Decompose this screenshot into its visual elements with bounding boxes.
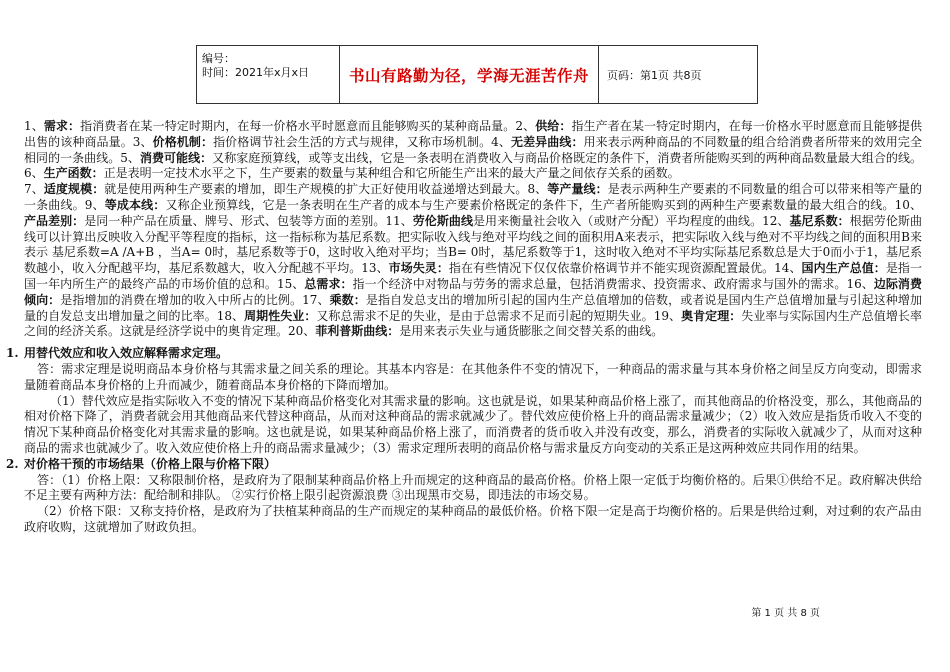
term-label: 菲利普斯曲线： [315,324,400,339]
question-2-number: 2. [6,456,19,471]
term-label: 生产函数： [43,166,104,181]
number-label: 编号： [202,52,235,65]
term-label: 边际消费倾向： [24,276,922,307]
term-label: 总需求： [304,276,353,291]
definition-text: 失业率与实际国内生产总值增长率之间的经济关系。这就是经济学说中的奥肯定理。20、 [24,308,922,339]
term-label: 市场失灵： [388,261,449,276]
definition-text: 指价格调节社会生活的方式与规律，又称市场机制。4、 [213,134,511,149]
definition-text: 是表示两种生产要素的不同数量的组合可以带来相等产量的一条曲线。9、 [24,182,922,212]
definition-text: 指一个经济中对物品与劳务的需求总量，包括消费需求、投资需求、政府需求与国外的需求。16、 [352,276,874,291]
definitions-paragraph-2 [24,182,922,340]
term-label: 无差异曲线： [511,134,584,149]
definition-text: 又称总需求不足的失业，是由于总需求不足而引起的短期失业。19、 [316,308,682,323]
definition-text: 指生产者在某一特定时期内，在每一价格水平时愿意而且能够提供出售的该种商品量。3、 [24,119,922,149]
question-2-title [6,456,922,473]
definition-text: 指消费者在某一特定时期内，在每一价格水平时愿意而且能够购买的某种商品量。2、 [80,119,536,133]
question-1-title-text: 用替代效应和收入效应解释需求定理。 [24,346,229,361]
definition-text: 是指自发总支出的增加所引起的国内生产总值增加的倍数，或者说是国内生产总值增加量与引起这种增加量的自发总支出增加量之间的比率。18、 [24,292,922,323]
question-2-answer-floor: （2）价格下限：又称支持价格，是政府为了扶植某种商品的生产而规定的某种商品的最低价格。价格下限一定是高于均衡价格的。后果是供给过剩，对过剩的农产品由政府收购，这就增加了财政负担。 [24,504,922,534]
definition-text: 是指一国一年内所生产的最终产品的市场价值的总和。15、 [24,261,922,291]
definitions-paragraph-1 [24,119,922,182]
term-label: 基尼系数： [789,213,850,228]
header-meta [197,46,340,103]
term-label: 供给： [535,119,572,133]
page-header [196,45,758,104]
term-label: 乘数： [329,292,366,307]
question-1-title [6,346,922,362]
term-label: 等成本线： [104,197,166,212]
motto: 书山有路勤为径，学海无涯苦作舟 [348,65,589,85]
term-label: 消费可能线： [139,150,213,165]
definition-text: 又称家庭预算线，或等支出线，它是一条表明在消费收入与商品价格既定的条件下，消费者所能购买到的两种商品数量最大组合的线。6、 [24,150,922,181]
header-motto-cell [340,46,599,103]
header-page-cell [599,46,765,103]
definition-text: 又称企业预算线，它是一条表明在生产者的成本与生产要素价格既定的条件下，生产者所能购买到的两种生产要素数量的最大组合的线。10、 [165,197,922,212]
definition-text: 是用来表示失业与通货膨胀之间交替关系的曲线。 [399,324,664,339]
definition-text: 根据劳伦斯曲线可以计算出反映收入分配平等程度的指标，这一指标称为基尼系数。把实际收入线与绝对平均线之间的面积用A来表示，把实际收入线与绝对不平均线之间的面积用B来表示 基尼系数=A /A+B ，当A= 0时，基尼系数等于0，这时收入绝对平均；当B= 0时，基尼系数等于1，这时收入绝对不平均实际基尼系数总是大于0而小于1，基尼系数越小，收入分配越平均，基尼系数越大，收入分配越不平均。13、 [24,213,922,276]
document-body [6,119,922,536]
definition-text: 1、 [24,119,44,133]
term-label: 需求： [43,119,81,133]
page-footer: 第 1 页 共 8 页 [751,608,820,619]
definition-text: 就是使用两种生产要素的增加，即生产规模的扩大正好使用收益递增达到最大。8、 [104,182,548,197]
definition-text: 用来表示两种商品的不同数量的组合给消费者所带来的效用完全相同的一条曲线。5、 [24,134,922,165]
definition-text: 指在有些情况下仅仅依靠价格调节并不能实现资源配置最优。14、 [448,261,802,276]
page-label: 页码：第1页 共8页 [607,68,702,82]
question-1-answer-intro: 答：需求定理是说明商品本身价格与其需求量之间关系的理论。其基本内容是：在其他条件不变的情况下，一种商品的需求量与其本身价格之间呈反方向变动，即需求量随着商品本身价格的上升而减少，随着商品本身价格的下降而增加。 [24,361,922,392]
question-2-answer-ceiling: 答：（1）价格上限：又称限制价格，是政府为了限制某种商品价格上升而规定的这种商品的最高价格。价格上限一定低于均衡价格的。后果①供给不足。政府解决供给不足主要有两种方法：配给制和排队。 ②实行价格上限引起资源浪费 ③出现黑市交易，即违法的市场交易。 [24,472,922,503]
term-label: 奥肯定理： [681,308,742,323]
question-2-title-text: 对价格干预的市场结果（价格上限与价格下限） [24,456,277,471]
definition-text: 是用来衡量社会收入（或财产分配）平均程度的曲线。12、 [473,213,790,228]
term-label: 劳伦斯曲线 [412,213,473,228]
definition-text: 7、 [24,182,44,197]
term-label: 国内生产总值： [801,261,886,276]
question-1-number: 1. [6,346,19,361]
definition-text: 正是表明一定技术水平之下，生产要素的数量与某种组合和它所能生产出来的最大产量之间依存关系的函数。 [103,166,680,181]
definition-text: 是同一种产品在质量、牌号、形式、包装等方面的差别。11、 [84,213,413,228]
term-label: 产品差别： [24,213,85,228]
term-label: 等产量线： [547,182,608,197]
question-1-answer-body: （1）替代效应是指实际收入不变的情况下某种商品价格变化对其需求量的影响。这也就是说，如果某种商品价格上涨了，而其他商品的价格没变，那么，其他商品的相对价格下降了，消费者就会用其他商品来代替这种商品，从而对这种商品的需求就减少了。替代效应使价格上升的商品需求量减少；（2）收入效应是指货币收入不变的情况下某种商品价格变化对其需求量的影响。这也就是说，如果某种商品价格上涨了，而消费者的货币收入并没有改变，那么，消费者的实际收入就减少了，从而对这种商品的需求也就减少了。收入效应使价格上升的商品需求量减少；（3）需求定理所表明的商品价格与需求量反方向变动的关系正是这两种效应共同作用的结果。 [24,393,922,455]
term-label: 价格机制： [152,134,214,149]
term-label: 适度规模： [43,182,105,197]
time-label: 时间：2021年x月x日 [202,66,310,79]
term-label: 周期性失业： [244,308,317,323]
definition-text: 是指增加的消费在增加的收入中所占的比例。17、 [60,292,330,307]
